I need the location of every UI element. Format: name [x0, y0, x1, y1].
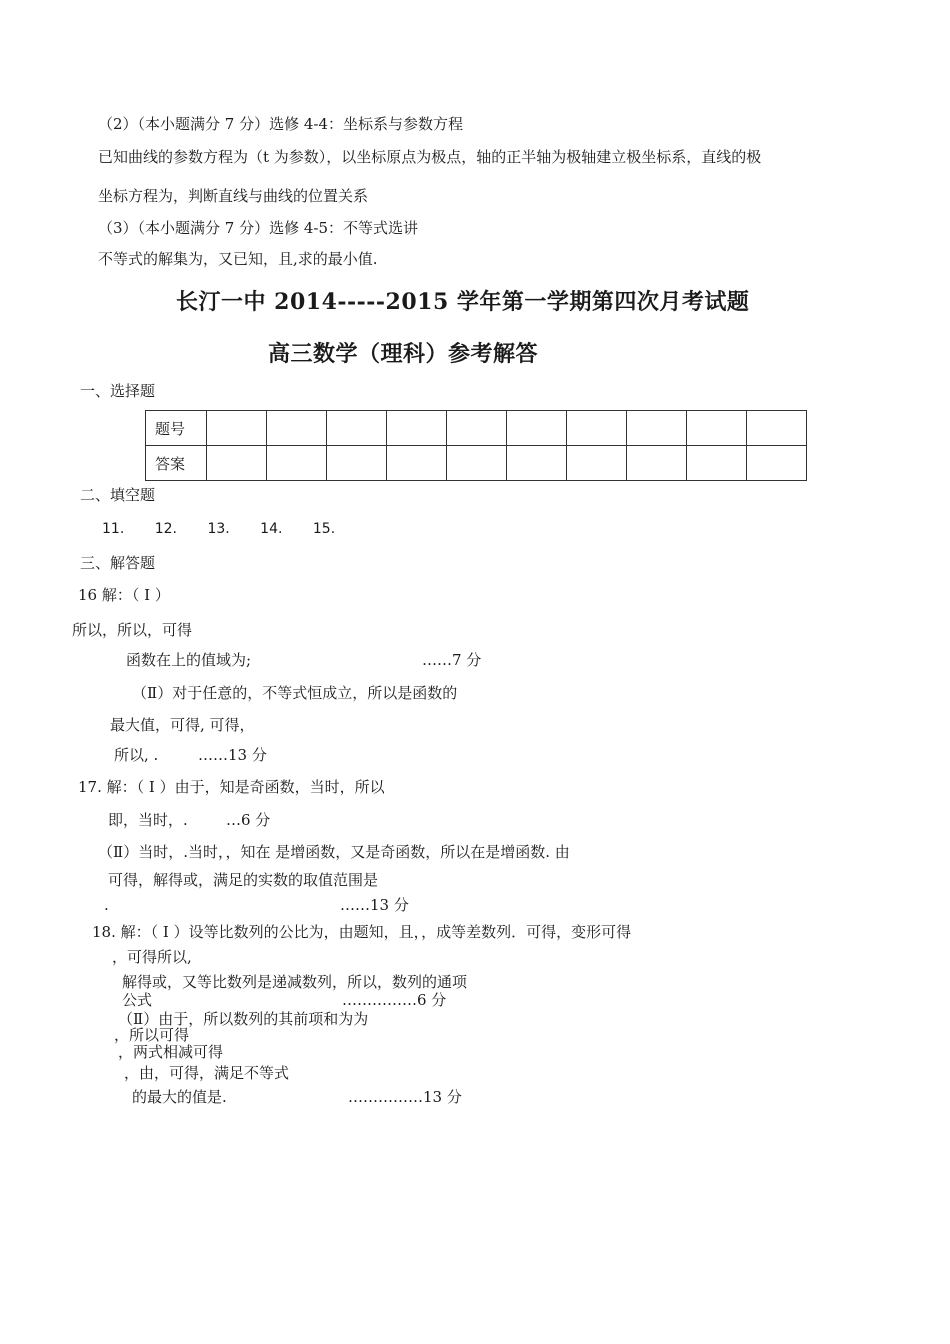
- q18-line-7: ，两式相减可得: [118, 1043, 224, 1061]
- table-row: [146, 446, 807, 481]
- q18-line-2: ，可得所以,: [112, 948, 192, 966]
- intro-line-3: 坐标方程为，判断直线与曲线的位置关系: [98, 187, 369, 205]
- q18-score-6: ……………6 分: [342, 991, 447, 1009]
- table-cell: [747, 446, 807, 481]
- q16-line-1: 16 解：（ Ⅰ ）: [78, 586, 170, 604]
- q18-line-6: ，所以可得: [114, 1026, 190, 1044]
- table-cell: [627, 411, 687, 446]
- answer-table: [145, 410, 807, 481]
- table-cell: [207, 411, 267, 446]
- table-cell: [627, 446, 687, 481]
- q18-line-4: 公式: [122, 991, 153, 1009]
- intro-line-4: （3）（本小题满分 7 分）选修 4-5：不等式选讲: [98, 219, 419, 237]
- table-cell: [507, 446, 567, 481]
- table-cell: [327, 411, 387, 446]
- list-item: 14.: [260, 521, 283, 537]
- section-1-heading: 一、选择题: [80, 382, 156, 400]
- table-cell: [567, 411, 627, 446]
- document-subtitle: 高三数学（理科）参考解答: [268, 341, 539, 367]
- q18-line-1: 18. 解：（ Ⅰ ）设等比数列的公比为，由题知，且，，成等差数列．可得，变形可得: [92, 923, 632, 941]
- q16-line-5: 最大值，可得, 可得，: [110, 716, 255, 734]
- document-title: 长汀一中 2014-----2015 学年第一学期第四次月考试题: [176, 289, 750, 315]
- table-header-cell: 答案: [146, 446, 207, 481]
- table-cell: [687, 411, 747, 446]
- q17-line-2: 即，当时，.: [108, 811, 188, 829]
- section-3-heading: 三、解答题: [80, 554, 156, 572]
- table-header-cell: 题号: [146, 411, 207, 446]
- q16-score-7: ……7 分: [422, 651, 482, 669]
- q17-score-6: …6 分: [226, 811, 271, 829]
- table-cell: [687, 446, 747, 481]
- q17-line-5: .: [104, 896, 109, 914]
- section-2-heading: 二、填空题: [80, 486, 156, 504]
- table-cell: [447, 446, 507, 481]
- intro-line-5: 不等式的解集为，又已知，且,求的最小值.: [98, 250, 378, 268]
- fill-blank-numbers: [102, 519, 361, 539]
- table-cell: [507, 411, 567, 446]
- q17-score-13: ……13 分: [340, 896, 409, 914]
- q18-line-5: （Ⅱ）由于，所以数列的其前项和为为: [118, 1010, 369, 1028]
- table-cell: [267, 446, 327, 481]
- table-row: [146, 411, 807, 446]
- q16-line-4: （Ⅱ）对于任意的，不等式恒成立，所以是函数的: [132, 684, 458, 702]
- q16-line-6: 所以, .: [114, 746, 159, 764]
- table-cell: [567, 446, 627, 481]
- q18-line-9: 的最大的值是.: [132, 1088, 227, 1106]
- q18-score-13: ……………13 分: [348, 1088, 462, 1106]
- intro-line-1: （2）（本小题满分 7 分）选修 4-4：坐标系与参数方程: [98, 115, 464, 133]
- list-item: 15.: [312, 521, 336, 537]
- q16-line-2: 所以，所以，可得: [72, 621, 193, 639]
- table-cell: [207, 446, 267, 481]
- q17-line-4: 可得，解得或，满足的实数的取值范围是: [108, 871, 379, 889]
- q16-score-13: ……13 分: [198, 746, 267, 764]
- q17-line-3: （Ⅱ）当时，.当时，，知在 是增函数，又是奇函数，所以在是增函数. 由: [98, 843, 570, 861]
- q17-line-1: 17. 解：（ Ⅰ ）由于，知是奇函数，当时，所以: [78, 778, 385, 796]
- table-cell: [447, 411, 507, 446]
- table-cell: [267, 411, 327, 446]
- list-item: 11.: [102, 521, 125, 537]
- intro-line-2: 已知曲线的参数方程为（t 为参数），以坐标原点为极点，轴的正半轴为极轴建立极坐标系，直线的极: [98, 148, 762, 166]
- table-cell: [747, 411, 807, 446]
- list-item: 13.: [207, 521, 230, 537]
- q18-line-8: ，由，可得，满足不等式: [124, 1064, 290, 1082]
- q16-line-3: 函数在上的值域为;: [126, 651, 252, 669]
- list-item: 12.: [154, 521, 177, 537]
- table-cell: [387, 411, 447, 446]
- table-cell: [387, 446, 447, 481]
- q18-line-3: 解得或，又等比数列是递减数列，所以，数列的通项: [122, 973, 468, 991]
- table-cell: [327, 446, 387, 481]
